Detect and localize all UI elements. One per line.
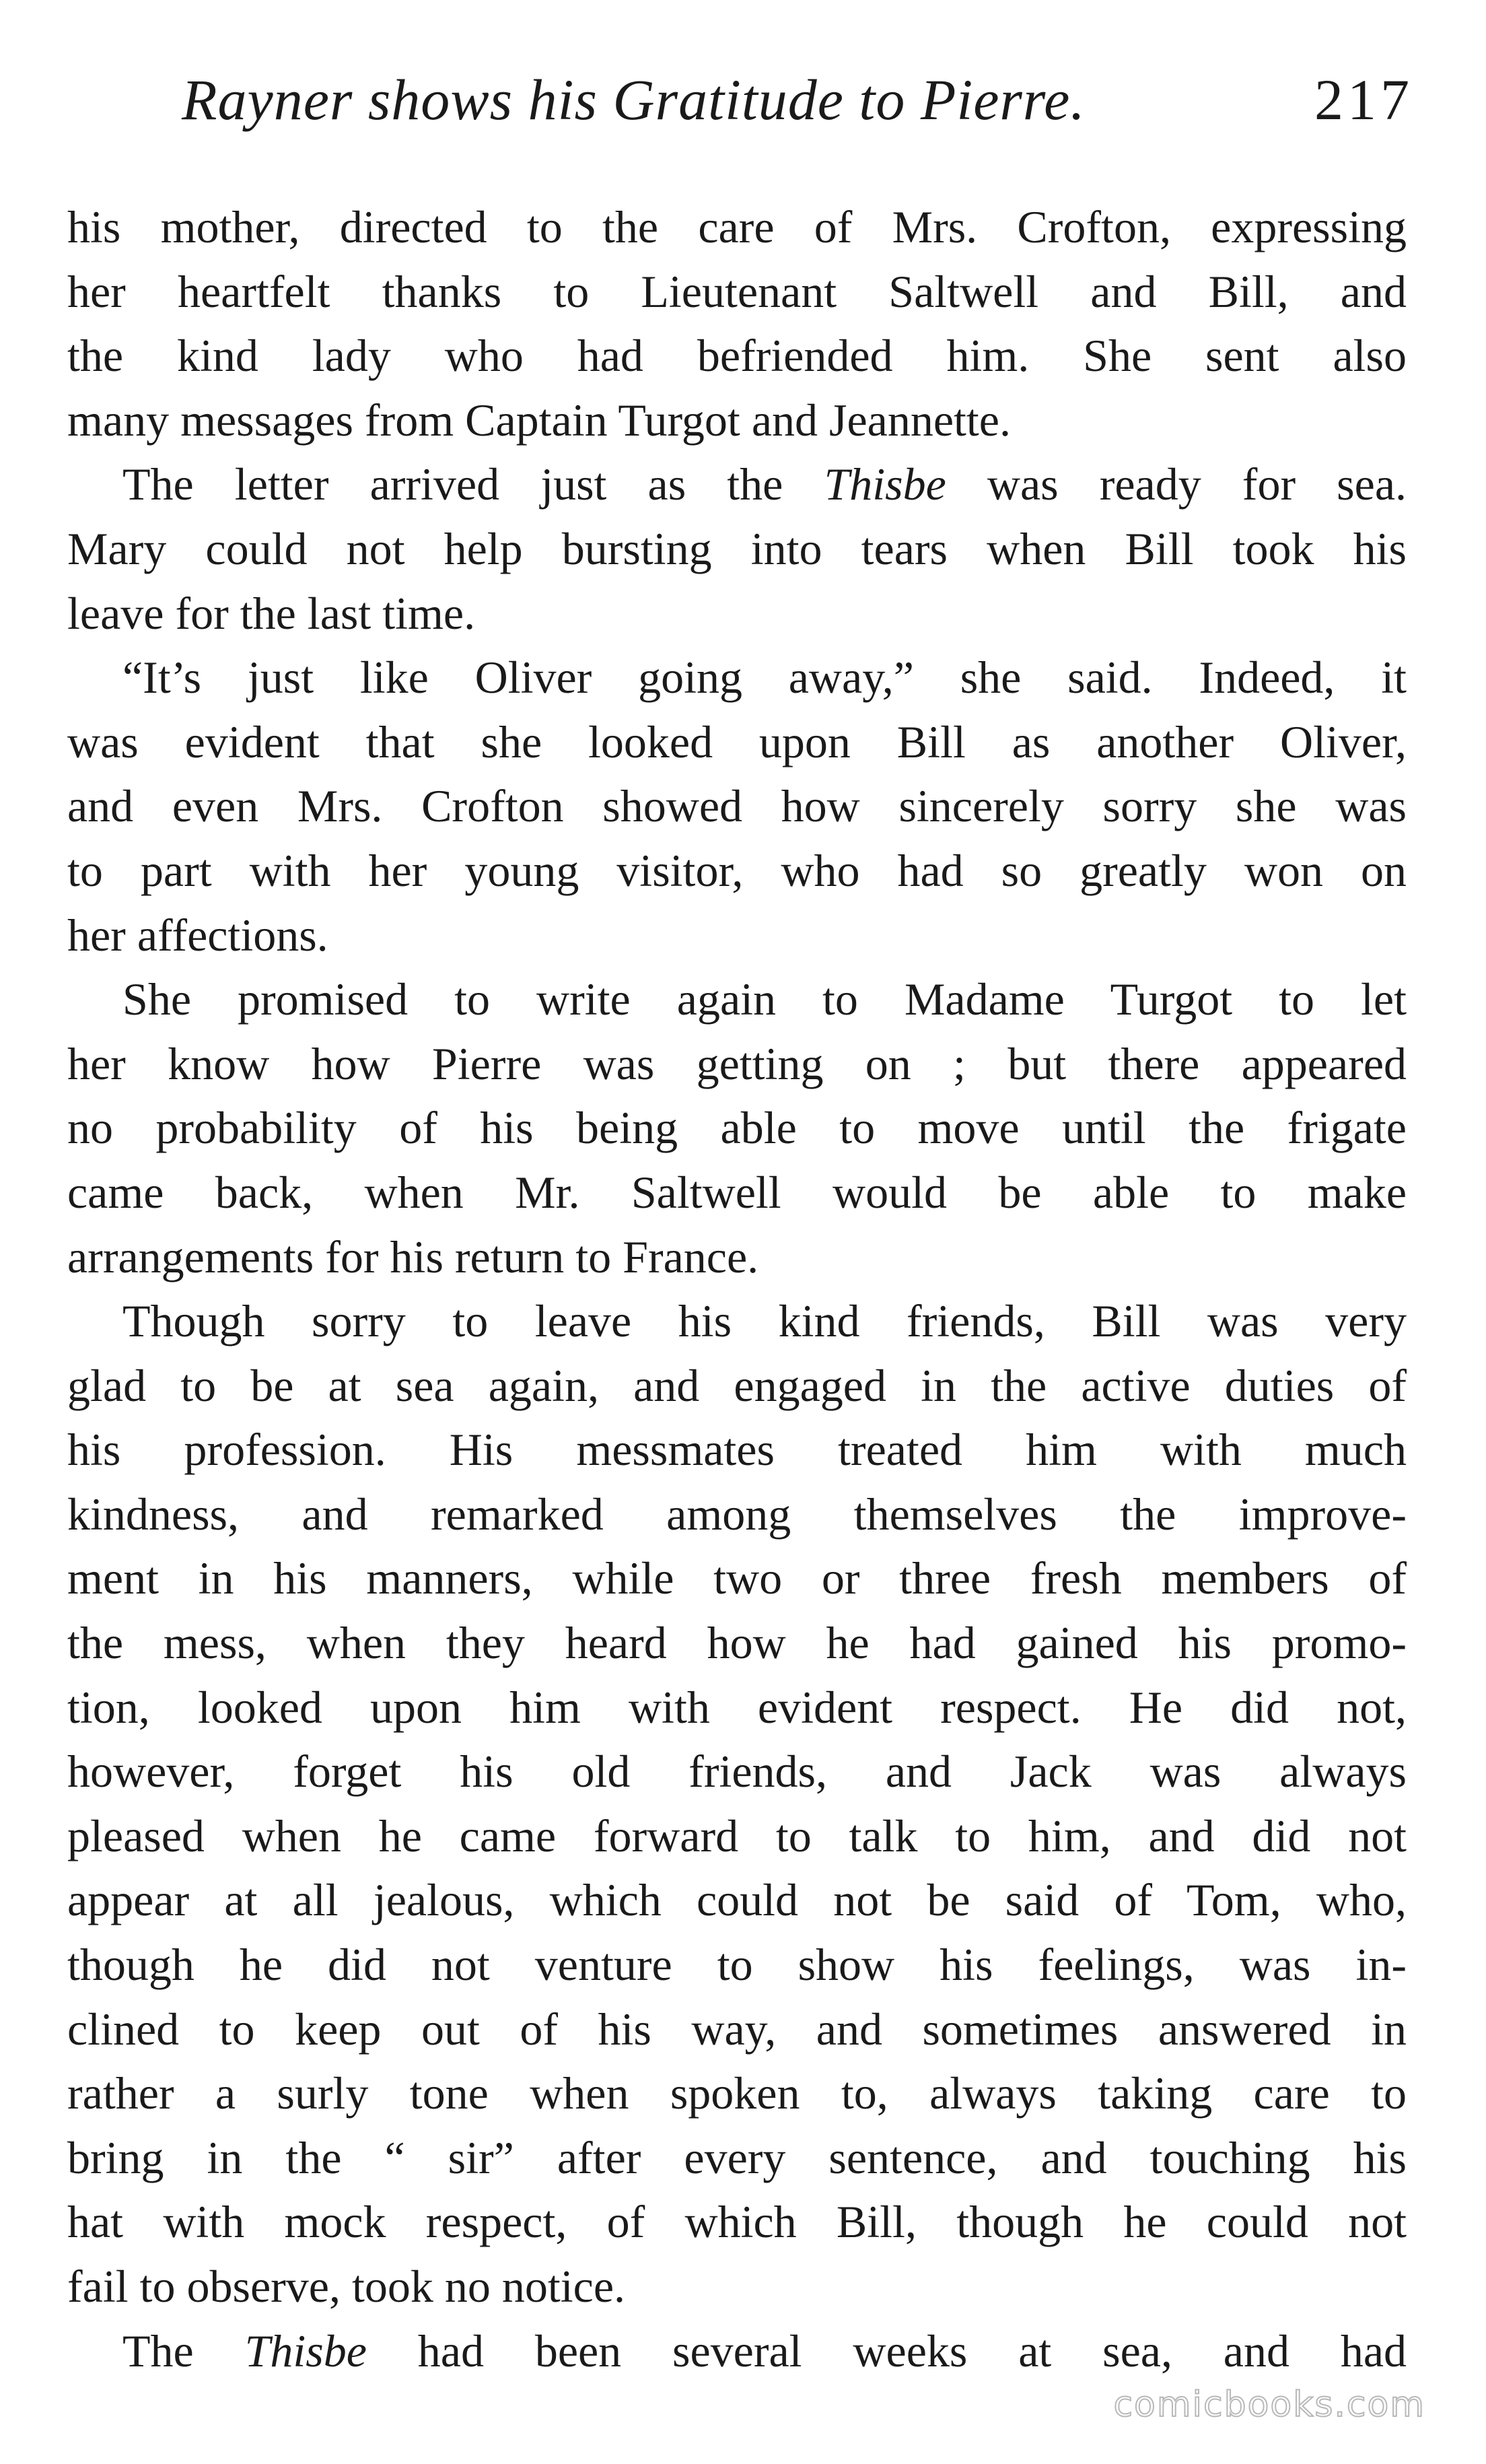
text-line: was evident that she looked upon Bill as another Oliver, — [67, 716, 1407, 767]
text-line: pleased when he came forward to talk to him, and did not — [67, 1810, 1407, 1861]
text-line: and even Mrs. Crofton showed how sincerely sorry she was — [67, 780, 1407, 832]
text-line: the kind lady who had befriended him. She sent also — [67, 330, 1407, 382]
text-line: however, forget his old friends, and Jack was always — [67, 1746, 1407, 1798]
text-line: kindness, and remarked among themselves the improve- — [67, 1488, 1407, 1540]
text-line: ment in his manners, while two or three fresh members of — [67, 1552, 1407, 1604]
text-line: rather a surly tone when spoken to, always taking care to — [67, 2067, 1407, 2119]
text-line — [67, 2319, 1407, 2384]
text-line: clined to keep out of his way, and sometimes answered in — [67, 2003, 1407, 2055]
text-line: came back, when Mr. Saltwell would be able to make — [67, 1166, 1407, 1218]
text-line: his mother, directed to the care of Mrs. Crofton, expressing — [67, 201, 1407, 252]
text-line: no probability of his being able to move until the frigate — [67, 1102, 1407, 1154]
text-line: his profession. His messmates treated him with much — [67, 1424, 1407, 1476]
text-line: tion, looked upon him with evident respect. He did not, — [67, 1681, 1407, 1733]
text-run: had been several weeks at sea, and had — [366, 2325, 1407, 2376]
text-line: her heartfelt thanks to Lieutenant Saltwell and Bill, and — [67, 265, 1407, 317]
text-line: appear at all jealous, which could not be said of Tom, who, — [67, 1874, 1407, 1926]
page-number: 217 — [1314, 67, 1413, 132]
text-line: leave for the last time. — [67, 587, 476, 639]
text-line: bring in the “ sir” after every sentence, and touching his — [67, 2131, 1407, 2183]
text-line: She promised to write again to Madame Turgot to let — [122, 973, 1407, 1025]
text-run: The — [122, 2325, 245, 2376]
ship-name-italic: Thisbe — [824, 458, 946, 510]
text-line: Though sorry to leave his kind friends, Bill was very — [122, 1295, 1407, 1347]
text-line: glad to be at sea again, and engaged in the active duties of — [67, 1359, 1407, 1411]
text-line: to part with her young visitor, who had so greatly won on — [67, 844, 1407, 896]
text-line: fail to observe, took no notice. — [67, 2261, 626, 2312]
text-line: many messages from Captain Turgot and Jeannette. — [67, 394, 1011, 446]
text-line: her affections. — [67, 909, 328, 961]
text-line — [67, 452, 1407, 517]
text-line: though he did not venture to show his feelings, was in- — [67, 1939, 1407, 1991]
text-run: was ready for sea. — [946, 458, 1407, 510]
ship-name-italic: Thisbe — [244, 2325, 367, 2376]
text-line: “It’s just like Oliver going away,” she said. Indeed, it — [122, 652, 1407, 704]
text-line: arrangements for his return to France. — [67, 1231, 759, 1282]
running-head — [87, 59, 1413, 140]
running-head-title: Rayner shows his Gratitude to Pierre. — [182, 67, 1086, 132]
text-line: the mess, when they heard how he had gained his promo- — [67, 1617, 1407, 1669]
text-run: The letter arrived just as the — [122, 458, 824, 510]
body-text — [67, 195, 1407, 2383]
text-line: hat with mock respect, of which Bill, though he could not — [67, 2196, 1407, 2248]
watermark: comicbooks.com — [1113, 2385, 1425, 2425]
text-line: Mary could not help bursting into tears when Bill took his — [67, 522, 1407, 574]
text-line: her know how Pierre was getting on ; but there appeared — [67, 1037, 1407, 1089]
